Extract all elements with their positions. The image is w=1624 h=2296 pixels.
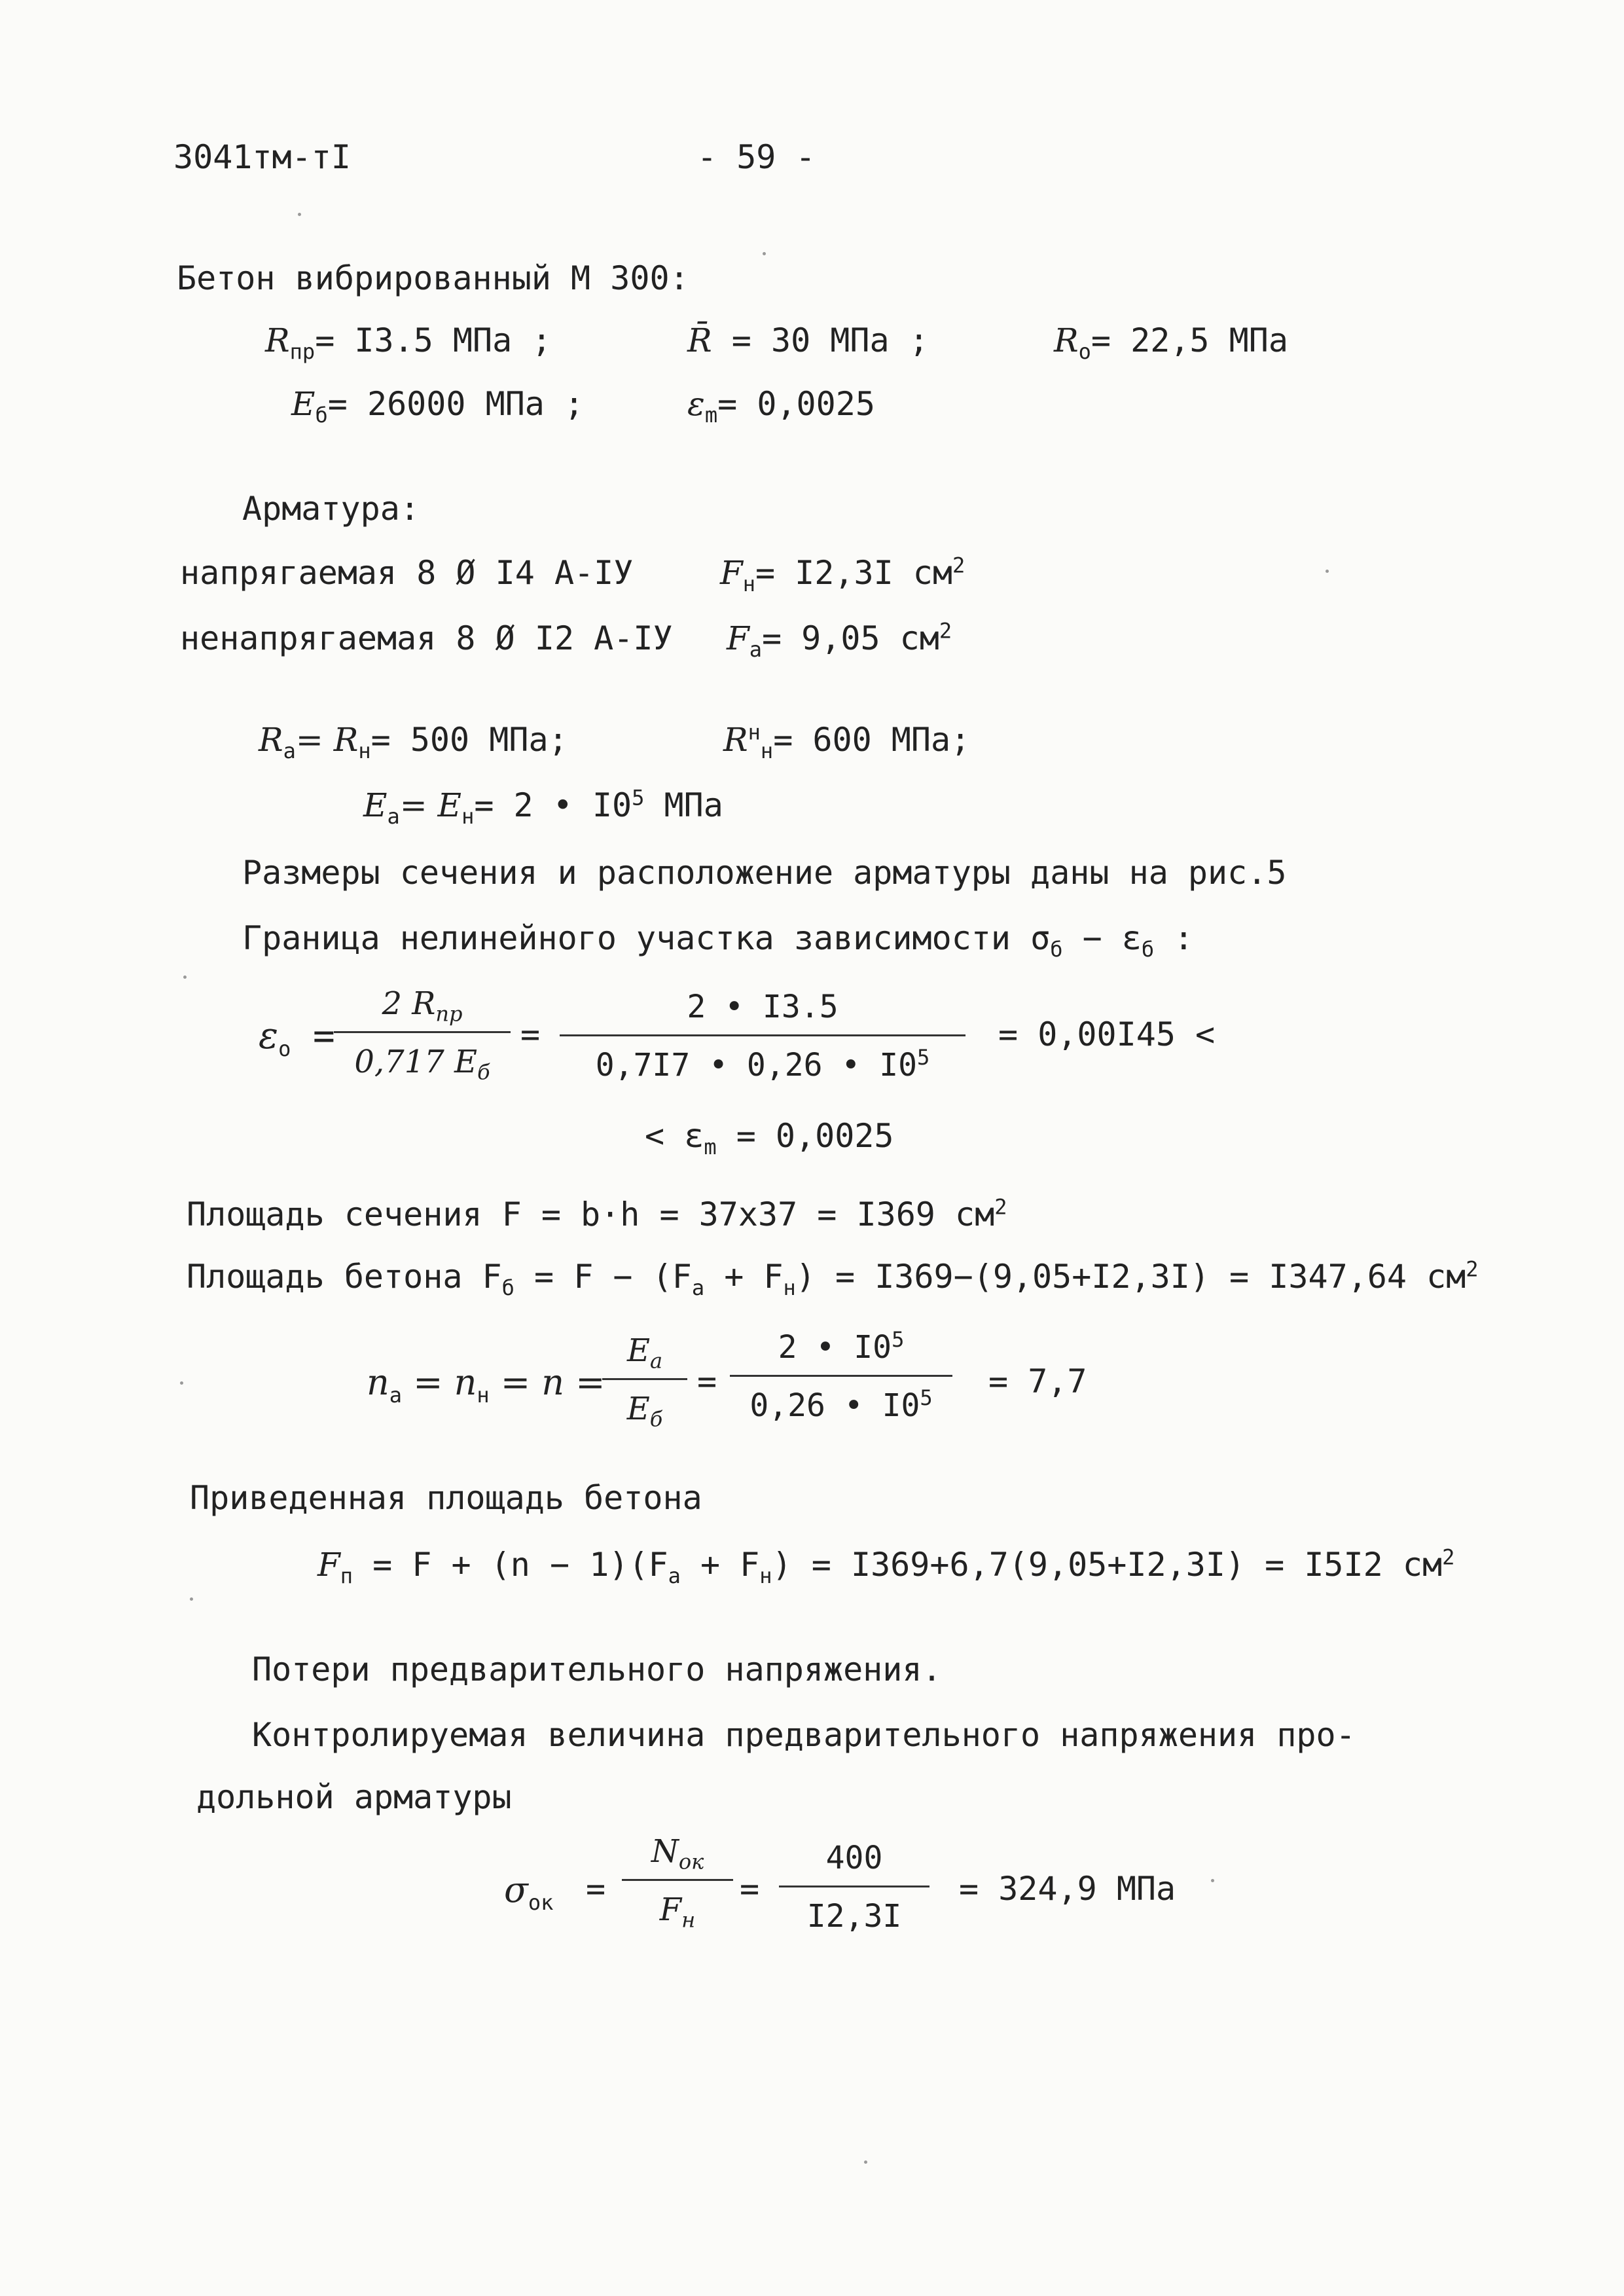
figure-reference: Размеры сечения и расположение арматуры даны на рис.5 (242, 854, 1287, 892)
scan-speck (183, 975, 187, 979)
losses-paragraph-line2: дольной арматуры (196, 1778, 512, 1816)
scan-speck (763, 252, 766, 255)
n-lhs: $n_а = n_н = n$ = (367, 1362, 605, 1408)
reduced-area-equation: $F_п = F + (n - 1)(F_а + F_н) = I369+6,7(9,05+I2,3I) = I5I2$ $см^2$ (317, 1544, 1455, 1588)
n-fraction-symbolic: $E_а$ $E_б$ (602, 1332, 687, 1427)
rebar-unstressed-area: $F_а= 9,05$ $см^2$ (727, 618, 952, 662)
n-result: = 7,7 (988, 1362, 1087, 1400)
sigma-equals-1: = (586, 1870, 606, 1908)
losses-heading: Потери предварительного напряжения. (252, 1650, 942, 1688)
scan-speck (864, 2160, 867, 2164)
eps0-fraction-symbolic: 2 $R_{пр}$ 0,717 $E_б$ (334, 985, 511, 1080)
concrete-r-pr: $R_{пр}= I3.5$ МПа ; (265, 321, 552, 364)
scan-speck (1326, 570, 1329, 573)
concrete-r-o: $R_о= 22,5$ МПа (1054, 321, 1288, 364)
concrete-e-b: $E_б= 26000$ МПа ; (291, 385, 585, 428)
eps0-equals: = (520, 1015, 541, 1053)
n-fraction-numeric: $\frac{2 • I0^5}{0,26 • I0^5}$ (730, 1329, 952, 1424)
scan-speck (298, 213, 301, 216)
rebar-rnn: $R^н_н= 600$ МПа; (723, 720, 971, 763)
concrete-area: Площадь бетона $F_б = F - (F_а + F_н) = I369-(9,05+I2,3I) = I347,64$ $см^2$ (187, 1256, 1479, 1300)
rebar-heading: Арматура: (242, 490, 420, 528)
concrete-heading: Бетон вибрированный М 300: (177, 259, 689, 297)
page-number: - 59 - (697, 138, 816, 176)
eps0-result: = 0,00I45 < (998, 1015, 1216, 1053)
section-area: Площадь сечения F = b·h = 37x37 = I369 $см^2$ (187, 1194, 1007, 1233)
eps0-fraction-numeric: $\frac{2 • I3.5}{0,7I7 • 0,26 • I0^5}$ (560, 989, 965, 1084)
n-equals: = (697, 1362, 717, 1400)
scan-speck (180, 1381, 183, 1385)
reduced-area-heading: Приведенная площадь бетона (190, 1479, 702, 1517)
sigma-lhs: $\sigma_{ок}$ (504, 1869, 554, 1915)
boundary-text: Граница нелинейного участка зависимости $\sigma_б - \varepsilon_б$ : (242, 919, 1194, 962)
rebar-ra-rn: $R_а= R_н= 500$ МПа; (259, 721, 568, 763)
scan-speck (1211, 1879, 1214, 1882)
concrete-eps-m: $\varepsilon_m= 0,0025$ (687, 385, 875, 428)
eps0-comparison: < $\varepsilon_m = 0,0025$ (645, 1117, 894, 1159)
losses-paragraph-line1: Контролируемая величина предварительного напряжения про- (252, 1716, 1356, 1754)
sigma-result: = 324,9 МПа (959, 1870, 1176, 1908)
concrete-r-bar: R̄ = 30 МПа ; (687, 321, 929, 359)
sigma-equals-2: = (740, 1870, 760, 1908)
sigma-fraction-numeric: $\frac{400}{I2,3I}$ (779, 1840, 929, 1935)
eps0-lhs: $\varepsilon_о$ = (259, 1015, 335, 1062)
rebar-ea-en: $E_а= E_н= 2$ • $I0^5$ МПа (363, 785, 723, 829)
rebar-stressed-area: $F_н= I2,3I$ $см^2$ (720, 553, 965, 596)
sigma-fraction-symbolic: $N_{ок}$ $F_н$ (622, 1833, 733, 1928)
rebar-unstressed: ненапрягаемая 8 Ø I2 А-IУ (180, 619, 673, 657)
scan-speck (190, 1597, 193, 1601)
document-code: 3041тм-тI (173, 138, 351, 176)
rebar-stressed: напрягаемая 8 Ø I4 А-IУ (180, 554, 634, 592)
